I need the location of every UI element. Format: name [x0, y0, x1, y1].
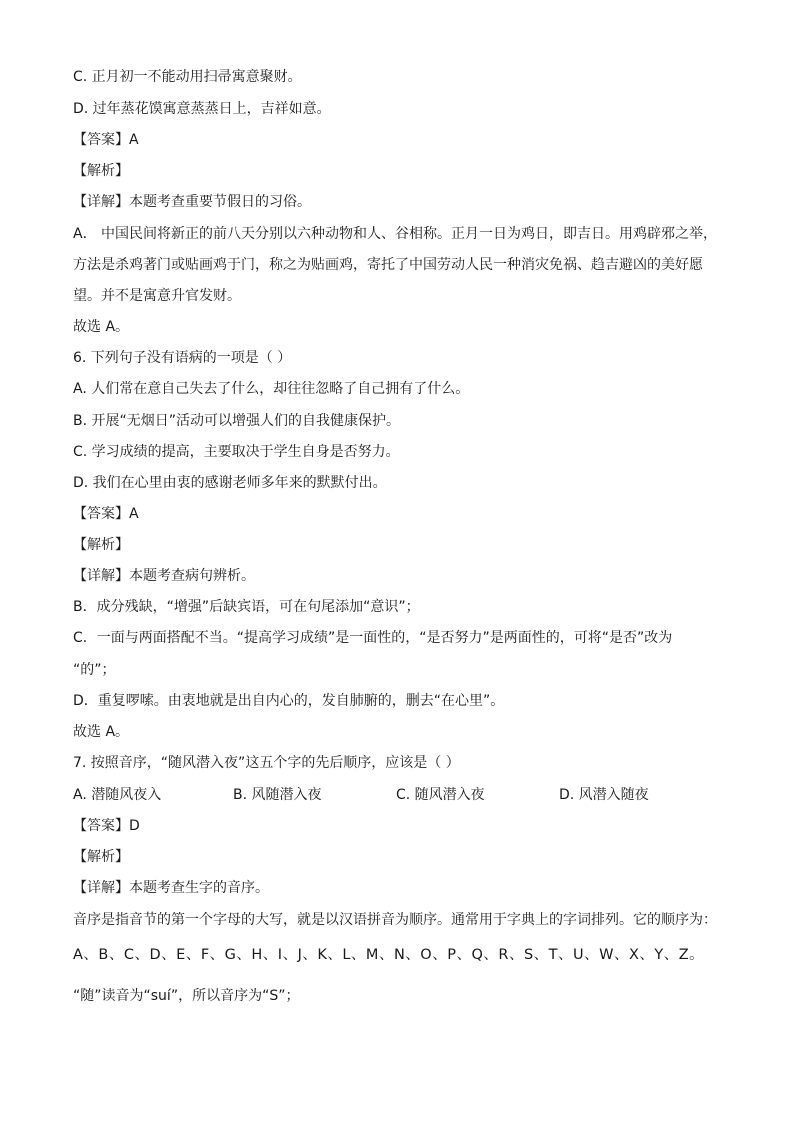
- question-6-option-b: B. 开展“无烟日”活动可以增强人们的自我健康保护。: [73, 413, 401, 429]
- question-7-answer: 【答案】D: [73, 818, 140, 834]
- option-d-text: D. 过年蒸花馍寓意蒸蒸日上，吉祥如意。: [73, 101, 331, 117]
- choice-conclusion: 故选 A。: [73, 319, 130, 335]
- detail-paragraph-line-2: 方法是杀鸡著门或贴画鸡于门，称之为贴画鸡，寄托了中国劳动人民一种消灾免祸、趋吉避凶的美好愿: [73, 257, 703, 273]
- question-6-explain-c-line-1: C．一面与两面搭配不当。“提高学习成绩”是一面性的，“是否努力”是两面性的，可将“是否”改为: [73, 630, 673, 646]
- question-6-detail: 【详解】本题考查病句辨析。: [73, 568, 255, 584]
- answer-label: 【答案】A: [73, 132, 139, 148]
- question-7-stem: 7. 按照音序，“随风潜入夜”这五个字的先后顺序，应该是（ ）: [73, 755, 460, 771]
- question-6-explain-c-line-2: “的”；: [73, 662, 116, 678]
- question-7-explain-line-3: “随”读音为“suí”，所以音序为“S”；: [73, 988, 300, 1004]
- question-7-option-b: B. 风随潜入夜: [233, 787, 322, 803]
- question-6-explain-d: D．重复啰嗦。由衷地就是出自内心的，发自肺腑的，删去“在心里”。: [73, 693, 505, 709]
- question-6-analysis-label: 【解析】: [73, 537, 129, 553]
- question-6-option-a: A. 人们常在意自己失去了什么，却往往忽略了自己拥有了什么。: [73, 381, 470, 397]
- detail-heading: 【详解】本题考查重要节假日的习俗。: [73, 194, 311, 210]
- detail-paragraph-line-3: 望。并不是寓意升官发财。: [73, 288, 241, 304]
- question-6-option-d: D. 我们在心里由衷的感谢老师多年来的默默付出。: [73, 475, 387, 491]
- question-7-alphabet-order: A、B、C、D、E、F、G、H、I、J、K、L、M、N、O、P、Q、R、S、T、U、W、X、Y、Z。: [73, 947, 705, 963]
- question-7-option-c: C. 随风潜入夜: [396, 787, 485, 803]
- question-6-explain-b: B．成分残缺，“增强”后缺宾语，可在句尾添加“意识”；: [73, 599, 420, 615]
- question-7-option-d: D. 风潜入随夜: [559, 787, 649, 803]
- question-7-option-a: A. 潜随风夜入: [73, 787, 162, 803]
- question-6-option-c: C. 学习成绩的提高，主要取决于学生自身是否努力。: [73, 444, 400, 460]
- question-7-analysis-label: 【解析】: [73, 849, 129, 865]
- option-c-text: C. 正月初一不能动用扫帚寓意聚财。: [73, 69, 302, 85]
- question-7-explain-line-1: 音序是指音节的第一个字母的大写，就是以汉语拼音为顺序。通常用于字典上的字词排列。它的顺序为：: [73, 912, 717, 928]
- question-6-answer: 【答案】A: [73, 506, 139, 522]
- detail-paragraph-line-1: A． 中国民间将新正的前八天分别以六种动物和人、谷相称。正月一日为鸡日，即吉日。用鸡辟邪之举，: [73, 226, 718, 242]
- question-6-conclusion: 故选 A。: [73, 724, 130, 740]
- question-7-detail: 【详解】本题考查生字的音序。: [73, 880, 269, 896]
- analysis-label: 【解析】: [73, 163, 129, 179]
- question-6-stem: 6. 下列句子没有语病的一项是（ ）: [73, 350, 292, 366]
